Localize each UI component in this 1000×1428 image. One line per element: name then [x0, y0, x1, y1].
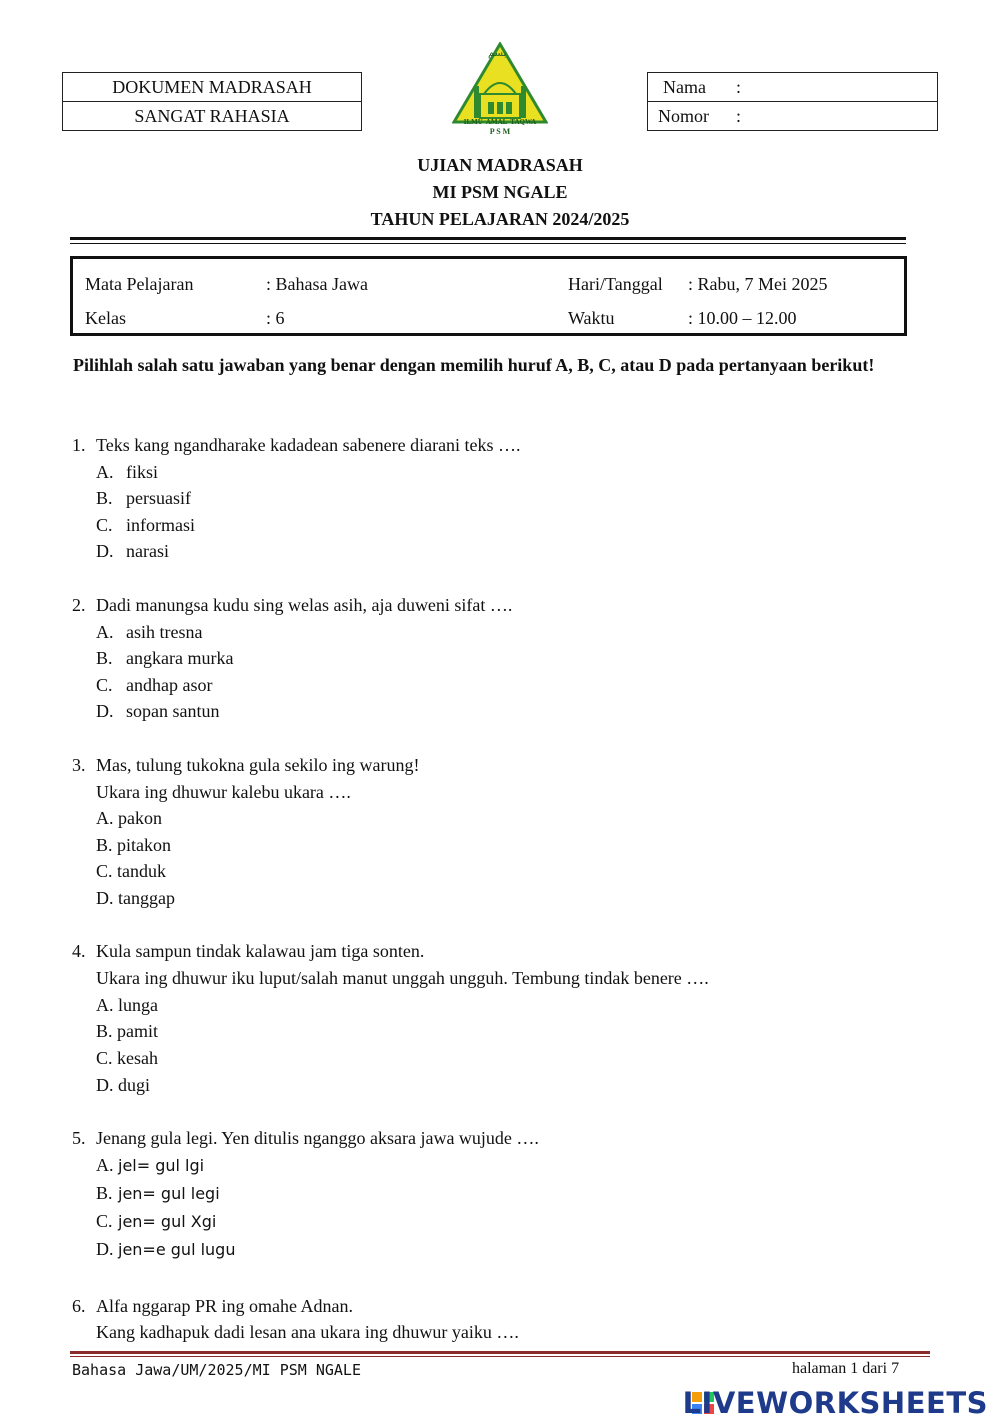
number-field[interactable]	[648, 102, 937, 131]
option-b[interactable]: B. pamit	[96, 1021, 158, 1041]
option-c[interactable]: C. kesah	[96, 1048, 158, 1068]
watermark-text: LIVEWORKSHEETS	[682, 1386, 988, 1420]
subject-value: : Bahasa Jawa	[266, 274, 368, 294]
question-text-line-2: Ukara ing dhuwur kalebu ukara ….	[96, 782, 351, 802]
logo-arabic-text: بسم	[488, 48, 507, 59]
subject-label: Mata Pelajaran	[85, 274, 194, 294]
exam-title: UJIAN MADRASAH	[417, 155, 583, 175]
number-colon: :	[736, 106, 742, 126]
question-text: Mas, tulung tukokna gula sekilo ing warung!	[96, 755, 420, 775]
name-colon: :	[736, 77, 742, 97]
time-value: : 10.00 – 12.00	[688, 308, 797, 328]
option-d[interactable]: D. dugi	[96, 1075, 150, 1095]
question-text-line-2: Ukara ing dhuwur iku luput/salah manut unggah ungguh. Tembung tindak benere ….	[96, 968, 709, 988]
footer-document-code: Bahasa Jawa/UM/2025/MI PSM NGALE	[72, 1361, 361, 1379]
option-aksara-text[interactable]: jen= gul Xgi	[118, 1212, 217, 1231]
option-c[interactable]: C. tanduk	[96, 861, 166, 881]
option-b[interactable]: B. pitakon	[96, 835, 171, 855]
doc-box-line-2: SANGAT RAHASIA	[134, 106, 290, 126]
footer-rule-thick	[70, 1351, 930, 1354]
option-letter[interactable]: D.	[96, 1239, 114, 1259]
option-letter[interactable]: B.	[96, 648, 113, 668]
option-text[interactable]: sopan santun	[126, 701, 220, 721]
date-value: : Rabu, 7 Mei 2025	[688, 274, 828, 294]
school-logo	[452, 42, 548, 138]
option-text[interactable]: persuasif	[126, 488, 191, 508]
document-classification-box	[62, 72, 362, 131]
student-identity-box	[647, 72, 938, 131]
title-rule-thick	[70, 237, 906, 240]
question-text: Teks kang ngandharake kadadean sabenere diarani teks ….	[96, 435, 521, 455]
option-letter[interactable]: A.	[96, 462, 114, 482]
academic-year: TAHUN PELAJARAN 2024/2025	[370, 209, 630, 229]
class-value: : 6	[266, 308, 285, 328]
option-aksara-text[interactable]: jen=e gul lugu	[118, 1240, 236, 1259]
option-text[interactable]: fiksi	[126, 462, 159, 482]
time-label: Waktu	[568, 308, 615, 328]
option-aksara-text[interactable]: jen= gul legi	[118, 1184, 220, 1203]
option-letter[interactable]: D.	[96, 701, 114, 721]
logo-org: P S M	[489, 127, 511, 136]
option-letter[interactable]: B.	[96, 488, 113, 508]
option-letter[interactable]: A.	[96, 1155, 114, 1175]
option-text[interactable]: angkara murka	[126, 648, 234, 668]
date-label: Hari/Tanggal	[568, 274, 663, 294]
question-number: 4.	[72, 941, 86, 961]
option-letter[interactable]: C.	[96, 1211, 113, 1231]
name-label: Nama	[663, 77, 706, 97]
option-letter[interactable]: B.	[96, 1183, 113, 1203]
option-a[interactable]: A. lunga	[96, 995, 158, 1015]
option-text[interactable]: informasi	[126, 515, 195, 535]
option-text[interactable]: narasi	[126, 541, 169, 561]
footer-rule-thin	[70, 1356, 930, 1357]
question-number: 5.	[72, 1128, 86, 1148]
option-letter[interactable]: A.	[96, 622, 114, 642]
option-letter[interactable]: C.	[96, 515, 113, 535]
class-label: Kelas	[85, 308, 126, 328]
instruction-text: Pilihlah salah satu jawaban yang benar dengan memilih huruf A, B, C, atau D pada pertanyaan berikut!	[73, 355, 875, 375]
number-label: Nomor	[658, 106, 709, 126]
option-letter[interactable]: D.	[96, 541, 114, 561]
doc-box-line-1: DOKUMEN MADRASAH	[63, 73, 361, 102]
question-text-line-2: Kang kadhapuk dadi lesan ana ukara ing dhuwur yaiku ….	[96, 1322, 519, 1342]
title-rule-thin	[70, 243, 906, 244]
exam-info-box	[70, 256, 907, 336]
question-number: 1.	[72, 435, 86, 455]
question-number: 2.	[72, 595, 86, 615]
option-aksara-text[interactable]: jel= gul lgi	[118, 1156, 205, 1175]
logo-motto: ILMU AMAL TAQWA	[463, 118, 537, 126]
question-number: 3.	[72, 755, 86, 775]
page-number: halaman 1 dari 7	[792, 1360, 900, 1377]
question-text: Kula sampun tindak kalawau jam tiga sonten.	[96, 941, 425, 961]
question-text: Dadi manungsa kudu sing welas asih, aja duweni sifat ….	[96, 595, 513, 615]
school-name: MI PSM NGALE	[432, 182, 568, 202]
option-text[interactable]: andhap asor	[126, 675, 213, 695]
option-text[interactable]: asih tresna	[126, 622, 203, 642]
option-a[interactable]: A. pakon	[96, 808, 162, 828]
name-field[interactable]	[648, 73, 937, 102]
question-text: Alfa nggarap PR ing omahe Adnan.	[96, 1296, 353, 1316]
question-number: 6.	[72, 1296, 86, 1316]
option-letter[interactable]: C.	[96, 675, 113, 695]
question-text: Jenang gula legi. Yen ditulis nganggo aksara jawa wujude ….	[96, 1128, 539, 1148]
option-d[interactable]: D. tanggap	[96, 888, 175, 908]
